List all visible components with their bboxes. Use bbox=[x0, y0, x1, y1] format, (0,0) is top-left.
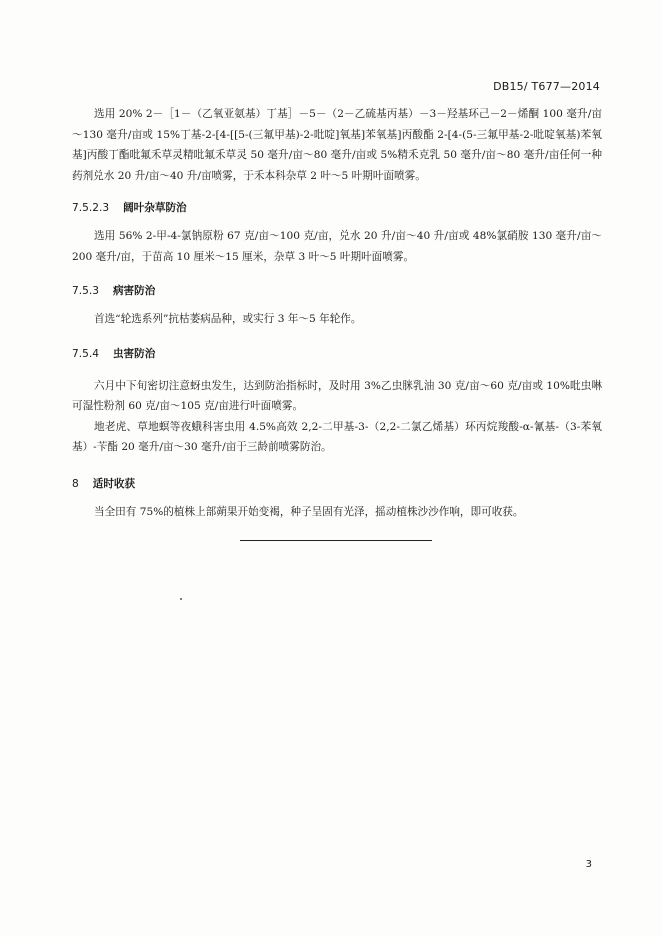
heading-title: 适时收获 bbox=[92, 477, 136, 490]
heading-title: 虫害防治 bbox=[112, 347, 156, 360]
heading-title: 阔叶杂草防治 bbox=[123, 202, 187, 214]
page-number: 3 bbox=[585, 859, 592, 870]
paragraph-aphid-control: 六月中下旬密切注意蚜虫发生，达到防治指标时，及时用 3%乙虫脒乳油 30 克/亩～60 克/亩或 10%吡虫啉可湿性粉剂 60 克/亩～105 克/亩进行叶面喷雾。 bbox=[72, 379, 602, 412]
paragraph-broadleaf-weed-control: 选用 56% 2-甲-4-氯钠原粉 67 克/亩～100 克/亩，兑水 20 升/亩～40 升/亩或 48%氯硝胺 130 毫升/亩～200 毫升/亩，于苗高 10 厘米～15 厘米，杂草 3 叶～5 叶期叶面喷雾。 bbox=[72, 230, 602, 263]
heading-number: 7.5.3 bbox=[72, 285, 99, 297]
document-body bbox=[72, 104, 602, 522]
scan-speck bbox=[180, 598, 182, 600]
paragraph-harvest: 当全田有 75%的植株上部蒴果开始变褐，种子呈固有光泽，摇动植株沙沙作响，即可收获。 bbox=[94, 505, 524, 518]
heading-8 bbox=[72, 474, 602, 494]
paragraph-moth-control: 地老虎、草地螟等夜蛾科害虫用 4.5%高效 2,2-二甲基-3-（2,2-二氯乙烯基）环丙烷羧酸-α-氰基-（3-苯氧基）-苄酯 20 毫升/亩～30 毫升/亩于三龄前喷雾防治。 bbox=[72, 420, 602, 453]
end-rule bbox=[240, 540, 432, 541]
heading-7523 bbox=[72, 198, 602, 218]
heading-753 bbox=[72, 281, 602, 301]
standard-code: DB15/ T677—2014 bbox=[493, 80, 600, 93]
heading-number: 7.5.2.3 bbox=[72, 202, 110, 214]
heading-number: 8 bbox=[72, 477, 79, 490]
heading-754 bbox=[72, 344, 602, 364]
heading-title: 病害防治 bbox=[112, 285, 156, 297]
heading-number: 7.5.4 bbox=[72, 347, 99, 360]
paragraph-disease-control: 首选“轮选系列”抗枯萎病品种，或实行 3 年～5 年轮作。 bbox=[94, 313, 362, 325]
paragraph-grass-weed-control: 选用 20% 2－［1－（乙氧亚氨基）丁基］－5－（2－乙硫基丙基）－3－羟基环己－2－烯酮 100 毫升/亩～130 毫升/亩或 15%丁基-2-[4-[[5-(三氟甲基)-2-吡啶]氧基]苯氧基]丙酸酯 2-[4-(5-三氟甲基-2-吡啶氧基)苯氧基]丙酸丁酯吡氟禾草灵精吡氟禾草灵 50 毫升/亩～80 毫升/亩或 5%精禾克乳 50 毫升/亩～80 毫升/亩任何一种药剂兑水 20 升/亩～40 升/亩喷雾，于禾本科杂草 2 叶～5 叶期叶面喷雾。 bbox=[72, 108, 602, 182]
